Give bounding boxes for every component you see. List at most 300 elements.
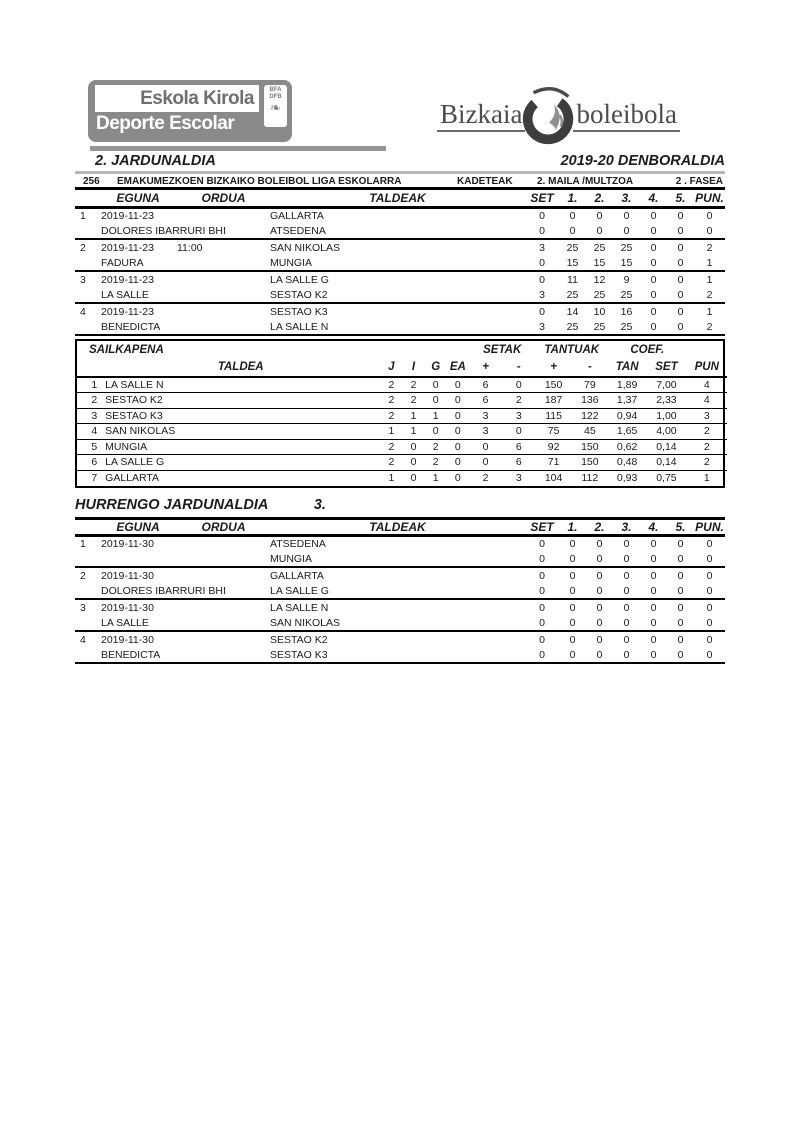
set-score: 0 (677, 633, 684, 646)
points-cell: 2 (706, 320, 713, 333)
coef-set-cell: 7,00 (656, 379, 677, 391)
points-cell: 4 (703, 394, 710, 407)
set-total: 0 (539, 224, 545, 237)
match-time: 11:00 (177, 241, 203, 254)
set-score: 25 (593, 320, 606, 333)
set-score: 15 (620, 256, 633, 269)
set-total: 0 (539, 648, 545, 661)
won-cell: 0 (410, 440, 417, 453)
set-total: 0 (539, 209, 545, 222)
set-score: 25 (566, 288, 579, 301)
lost-cell: 0 (432, 379, 439, 391)
eskola-kirola-logo (88, 80, 292, 142)
points-for-cell: 92 (547, 440, 560, 453)
set-score: 25 (593, 241, 606, 254)
points-cell: 2 (706, 288, 713, 301)
set-score: 0 (623, 633, 630, 646)
team-name: ATSEDENA (270, 224, 326, 237)
header-set5: 5. (675, 190, 686, 205)
match-row-away (75, 319, 725, 335)
set-score: 0 (596, 209, 603, 222)
set-score: 0 (650, 537, 657, 550)
set-score: 15 (566, 256, 579, 269)
group-header-tantuak: TANTUAK (544, 343, 600, 356)
group-header-setak: SETAK (483, 343, 522, 356)
sets-against-cell: 0 (515, 425, 522, 438)
coef-tan-cell: 1,65 (616, 425, 638, 438)
points-for-cell: 104 (544, 472, 563, 484)
set-score: 0 (677, 209, 684, 222)
set-score: 25 (620, 241, 633, 254)
standings-row (77, 408, 727, 424)
match-row-away (75, 615, 725, 631)
set-score: 0 (596, 616, 603, 629)
col-header-set-plus: + (482, 361, 489, 373)
sets-for-cell: 2 (482, 472, 489, 484)
match-row-home (75, 271, 725, 287)
match-date: 2019-11-23 (101, 241, 154, 254)
set-total: 0 (539, 537, 545, 550)
points-cell: 0 (706, 224, 713, 237)
standings-row (77, 424, 727, 440)
points-cell: 0 (706, 209, 713, 222)
match-row-home (75, 239, 725, 255)
set-total: 3 (539, 320, 545, 333)
match-venue (99, 551, 270, 567)
lost-cell: 1 (432, 409, 439, 422)
points-cell: 0 (706, 616, 713, 629)
points-cell: 2 (703, 456, 710, 469)
set-score: 0 (623, 209, 630, 222)
set-score: 10 (593, 305, 606, 318)
match-number: 1 (80, 209, 86, 222)
header-pun: PUN. (695, 190, 724, 205)
next-round-number: 3. (313, 496, 326, 513)
coef-tan-cell: 0,93 (616, 472, 638, 484)
played-cell: 2 (388, 379, 395, 391)
set-score: 25 (566, 320, 579, 333)
set-total: 3 (539, 288, 545, 301)
logo-title: Eskola Kirola (140, 87, 254, 109)
col-header-j: J (388, 361, 395, 373)
set-score: 0 (650, 569, 657, 582)
fixtures-header-row (75, 518, 725, 535)
points-cell: 2 (703, 440, 710, 453)
team-name: MUNGIA (270, 256, 312, 269)
match-date: 2019-11-23 (101, 209, 154, 222)
set-score: 0 (596, 537, 603, 550)
match-row-home (75, 567, 725, 583)
match-venue: LA SALLE (101, 616, 149, 629)
set-total: 0 (539, 256, 545, 269)
ea-cell: 0 (454, 472, 461, 484)
match-row-away (75, 223, 725, 239)
set-score: 0 (569, 552, 576, 565)
volleyball-swirl-icon (518, 86, 580, 148)
points-for-cell: 187 (544, 394, 563, 407)
points-against-cell: 122 (581, 409, 599, 422)
set-score: 0 (569, 648, 576, 661)
set-score: 0 (650, 648, 657, 661)
ea-cell: 0 (454, 379, 461, 391)
set-score: 0 (650, 241, 657, 254)
match-date: 2019-11-30 (101, 633, 154, 646)
set-score: 0 (677, 616, 684, 629)
sets-for-cell: 6 (482, 394, 489, 407)
match-number: 3 (80, 273, 86, 286)
sets-for-cell: 3 (482, 425, 489, 438)
set-total: 0 (539, 633, 545, 646)
sets-against-cell: 3 (515, 409, 522, 422)
set-score: 0 (596, 648, 603, 661)
won-cell: 2 (410, 379, 417, 391)
header-set3: 3. (621, 190, 632, 205)
set-score: 0 (569, 209, 576, 222)
ea-cell: 0 (454, 456, 461, 469)
league-phase: 2 . FASEA (675, 176, 723, 187)
standings-title: SAILKAPENA (89, 343, 164, 356)
ea-cell: 0 (454, 440, 461, 453)
lost-cell: 0 (432, 425, 439, 438)
match-venue: BENEDICTA (101, 320, 161, 333)
standings-column-header-row (77, 358, 727, 377)
match-row-home (75, 599, 725, 615)
match-time (177, 271, 270, 287)
set-score: 0 (623, 616, 630, 629)
set-score: 0 (623, 552, 630, 565)
position-cell: 1 (91, 379, 98, 391)
played-cell: 1 (388, 425, 395, 438)
match-venue: FADURA (101, 256, 144, 269)
position-cell: 7 (91, 472, 98, 484)
league-bar (75, 174, 725, 190)
col-header-taldea: TALDEA (217, 361, 264, 373)
header-set5: 5. (675, 519, 686, 534)
points-against-cell: 136 (581, 394, 599, 407)
results-table (75, 190, 725, 336)
points-cell: 1 (703, 472, 710, 484)
coef-set-cell: 0,75 (656, 472, 677, 484)
set-score: 0 (623, 648, 630, 661)
set-score: 0 (569, 633, 576, 646)
set-score: 25 (593, 288, 606, 301)
points-cell: 4 (703, 379, 710, 391)
match-number: 2 (80, 569, 86, 582)
played-cell: 2 (388, 409, 395, 422)
badge-line2: DFB (269, 94, 282, 100)
team-cell: SESTAO K3 (105, 409, 163, 422)
header-set4: 4. (648, 190, 659, 205)
col-header-pun: PUN (694, 361, 719, 373)
set-score: 0 (596, 601, 603, 614)
match-row-home (75, 303, 725, 319)
coef-set-cell: 1,00 (656, 409, 677, 422)
team-name: LA SALLE N (270, 320, 329, 333)
team-cell: SESTAO K2 (105, 394, 163, 407)
match-date: 2019-11-30 (101, 537, 154, 550)
ea-cell: 0 (454, 425, 461, 438)
set-score: 0 (569, 616, 576, 629)
points-cell: 2 (706, 241, 713, 254)
set-score: 0 (596, 569, 603, 582)
header-set3: 3. (621, 519, 632, 534)
set-score: 0 (677, 288, 684, 301)
points-against-cell: 150 (581, 440, 599, 453)
results-header-row (75, 190, 725, 207)
points-cell: 1 (706, 273, 713, 286)
points-for-cell: 150 (544, 379, 563, 391)
logo-title-box (95, 85, 259, 112)
bizkaia-boleibola-logo (437, 86, 680, 144)
sets-against-cell: 6 (515, 456, 522, 469)
won-cell: 1 (410, 409, 417, 422)
position-cell: 3 (91, 409, 98, 422)
points-cell: 0 (706, 552, 713, 565)
col-header-tan-minus: - (587, 361, 592, 373)
standings-row (77, 455, 727, 471)
lost-cell: 2 (432, 456, 439, 469)
team-cell: LA SALLE G (105, 456, 165, 469)
won-cell: 0 (410, 472, 417, 484)
points-cell: 1 (706, 256, 713, 269)
logo-subtitle: Deporte Escolar (96, 113, 235, 134)
set-score: 0 (677, 320, 684, 333)
set-total: 0 (539, 273, 545, 286)
coef-tan-cell: 1,37 (616, 394, 638, 407)
set-score: 0 (569, 601, 576, 614)
played-cell: 2 (388, 440, 395, 453)
set-score: 0 (650, 256, 657, 269)
sets-for-cell: 3 (482, 409, 489, 422)
match-time (177, 303, 270, 319)
fixtures-table (75, 517, 725, 665)
lost-cell: 2 (432, 440, 439, 453)
played-cell: 1 (388, 472, 395, 484)
set-score: 0 (677, 648, 684, 661)
match-venue: BENEDICTA (101, 648, 161, 661)
set-score: 25 (566, 241, 579, 254)
ea-cell: 0 (454, 394, 461, 407)
match-row-away (75, 647, 725, 663)
points-against-cell: 45 (584, 425, 596, 438)
sets-for-cell: 6 (482, 379, 489, 391)
points-cell: 0 (706, 584, 713, 597)
points-cell: 1 (706, 305, 713, 318)
league-name: EMAKUMEZKOEN BIZKAIKO BOLEIBOL LIGA ESKOLARRA (117, 176, 402, 187)
col-header-ea: EA (449, 361, 466, 373)
header-set2: 2. (594, 519, 605, 534)
header-ordua: ORDUA (201, 190, 246, 205)
set-score: 0 (677, 273, 684, 286)
sets-against-cell: 6 (515, 440, 522, 453)
match-number: 1 (80, 537, 86, 550)
set-score: 0 (596, 552, 603, 565)
title-row (75, 153, 725, 170)
next-round-heading (75, 497, 725, 515)
set-score: 16 (620, 305, 633, 318)
set-total: 0 (539, 305, 545, 318)
set-total: 0 (539, 569, 545, 582)
match-venue: DOLORES IBARRURI BHI (101, 584, 226, 597)
set-score: 0 (677, 256, 684, 269)
set-score: 0 (623, 584, 630, 597)
position-cell: 2 (91, 394, 98, 407)
set-score: 0 (650, 288, 657, 301)
set-score: 0 (623, 537, 630, 550)
match-number: 4 (80, 633, 86, 646)
league-category: KADETEAK (457, 176, 513, 187)
header-taldeak: TALDEAK (369, 519, 426, 534)
header-set1: 1. (567, 519, 578, 534)
set-score: 0 (623, 601, 630, 614)
ea-cell: 0 (454, 409, 461, 422)
set-total: 3 (539, 241, 545, 254)
set-score: 0 (677, 569, 684, 582)
points-for-cell: 75 (547, 425, 560, 438)
header-set4: 4. (648, 519, 659, 534)
set-score: 0 (623, 569, 630, 582)
position-cell: 6 (91, 456, 98, 469)
col-header-tan: TAN (615, 361, 639, 373)
header-set1: 1. (567, 190, 578, 205)
points-against-cell: 79 (584, 379, 596, 391)
team-cell: SAN NIKOLAS (105, 425, 176, 438)
header-eguna: EGUNA (116, 519, 160, 534)
played-cell: 2 (388, 456, 395, 469)
season-title: 2019-20 DENBORALDIA (560, 153, 725, 169)
header-set2: 2. (594, 190, 605, 205)
sets-against-cell: 0 (515, 379, 522, 391)
points-against-cell: 150 (581, 456, 599, 469)
team-cell: MUNGIA (105, 440, 148, 453)
match-number: 3 (80, 601, 86, 614)
position-cell: 4 (91, 425, 98, 438)
col-header-g: G (431, 361, 441, 373)
points-cell: 2 (703, 425, 710, 438)
team-name: LA SALLE G (270, 584, 329, 597)
match-row-away (75, 551, 725, 567)
set-score: 0 (623, 224, 630, 237)
team-name: LA SALLE N (270, 601, 329, 614)
match-date: 2019-11-23 (101, 273, 154, 286)
header-pun: PUN. (695, 519, 724, 534)
badge-line1: BFA (269, 87, 282, 93)
set-score: 0 (569, 537, 576, 550)
set-score: 0 (596, 584, 603, 597)
match-venue: LA SALLE (101, 288, 149, 301)
col-header-tan-plus: + (550, 361, 557, 373)
match-date: 2019-11-30 (101, 569, 154, 582)
standings-table (77, 341, 727, 486)
set-score: 0 (650, 320, 657, 333)
coef-tan-cell: 1,89 (616, 379, 638, 391)
set-score: 0 (569, 224, 576, 237)
standings-row (77, 470, 727, 486)
logo-shadow-bar (90, 146, 386, 151)
group-header-coef: COEF. (630, 343, 665, 356)
coef-set-cell: 0,14 (656, 456, 677, 469)
next-round-title: HURRENGO JARDUNALDIA (75, 496, 268, 513)
set-score: 0 (677, 305, 684, 318)
team-cell: LA SALLE N (105, 379, 164, 391)
header-set: SET (530, 190, 554, 205)
set-score: 0 (569, 584, 576, 597)
match-venue: DOLORES IBARRURI BHI (101, 224, 226, 237)
points-cell: 0 (706, 569, 713, 582)
set-score: 0 (596, 224, 603, 237)
points-cell: 0 (706, 633, 713, 646)
match-number: 2 (80, 241, 86, 254)
set-score: 15 (593, 256, 606, 269)
set-score: 25 (620, 288, 633, 301)
team-name: SAN NIKOLAS (270, 616, 341, 629)
bfa-badge (264, 85, 287, 127)
won-cell: 1 (410, 425, 417, 438)
won-cell: 0 (410, 456, 417, 469)
coef-set-cell: 2,33 (656, 394, 677, 407)
match-time (177, 535, 270, 551)
lost-cell: 1 (432, 472, 439, 484)
set-score: 0 (677, 224, 684, 237)
points-cell: 0 (706, 537, 713, 550)
league-division: 2. MAILA /MULTZOA (537, 176, 634, 187)
points-cell: 0 (706, 601, 713, 614)
match-number: 4 (80, 305, 86, 318)
boleibola-word: boleibola (573, 99, 679, 132)
match-row-home (75, 207, 725, 223)
match-date: 2019-11-30 (101, 601, 154, 614)
standings-row (77, 393, 727, 409)
set-total: 0 (539, 584, 545, 597)
match-time (177, 631, 270, 647)
header-eguna: EGUNA (116, 190, 160, 205)
coef-tan-cell: 0,62 (616, 440, 638, 453)
won-cell: 2 (410, 394, 417, 407)
standings-box (75, 339, 725, 488)
set-score: 0 (650, 633, 657, 646)
points-cell: 0 (706, 648, 713, 661)
set-score: 0 (596, 633, 603, 646)
set-score: 0 (569, 569, 576, 582)
set-score: 12 (593, 273, 606, 286)
sets-for-cell: 0 (482, 440, 489, 453)
match-time (177, 599, 270, 615)
position-cell: 5 (91, 440, 98, 453)
coef-tan-cell: 0,94 (616, 409, 638, 422)
team-name: SESTAO K2 (270, 288, 328, 301)
league-code: 256 (83, 176, 100, 187)
coef-set-cell: 4,00 (656, 425, 677, 438)
team-name: ATSEDENA (270, 537, 326, 550)
set-score: 0 (677, 241, 684, 254)
set-total: 0 (539, 601, 545, 614)
points-against-cell: 112 (581, 472, 599, 484)
set-score: 14 (566, 305, 579, 318)
standings-row (77, 439, 727, 455)
header-taldeak: TALDEAK (369, 190, 426, 205)
set-score: 25 (620, 320, 633, 333)
set-score: 9 (623, 273, 630, 286)
set-total: 0 (539, 552, 545, 565)
header-ordua: ORDUA (201, 519, 246, 534)
set-score: 0 (650, 224, 657, 237)
match-row-away (75, 287, 725, 303)
set-score: 0 (650, 584, 657, 597)
team-name: GALLARTA (270, 569, 324, 582)
crest-icon: ❧ (270, 100, 281, 115)
set-score: 0 (677, 552, 684, 565)
document-content (75, 80, 725, 664)
